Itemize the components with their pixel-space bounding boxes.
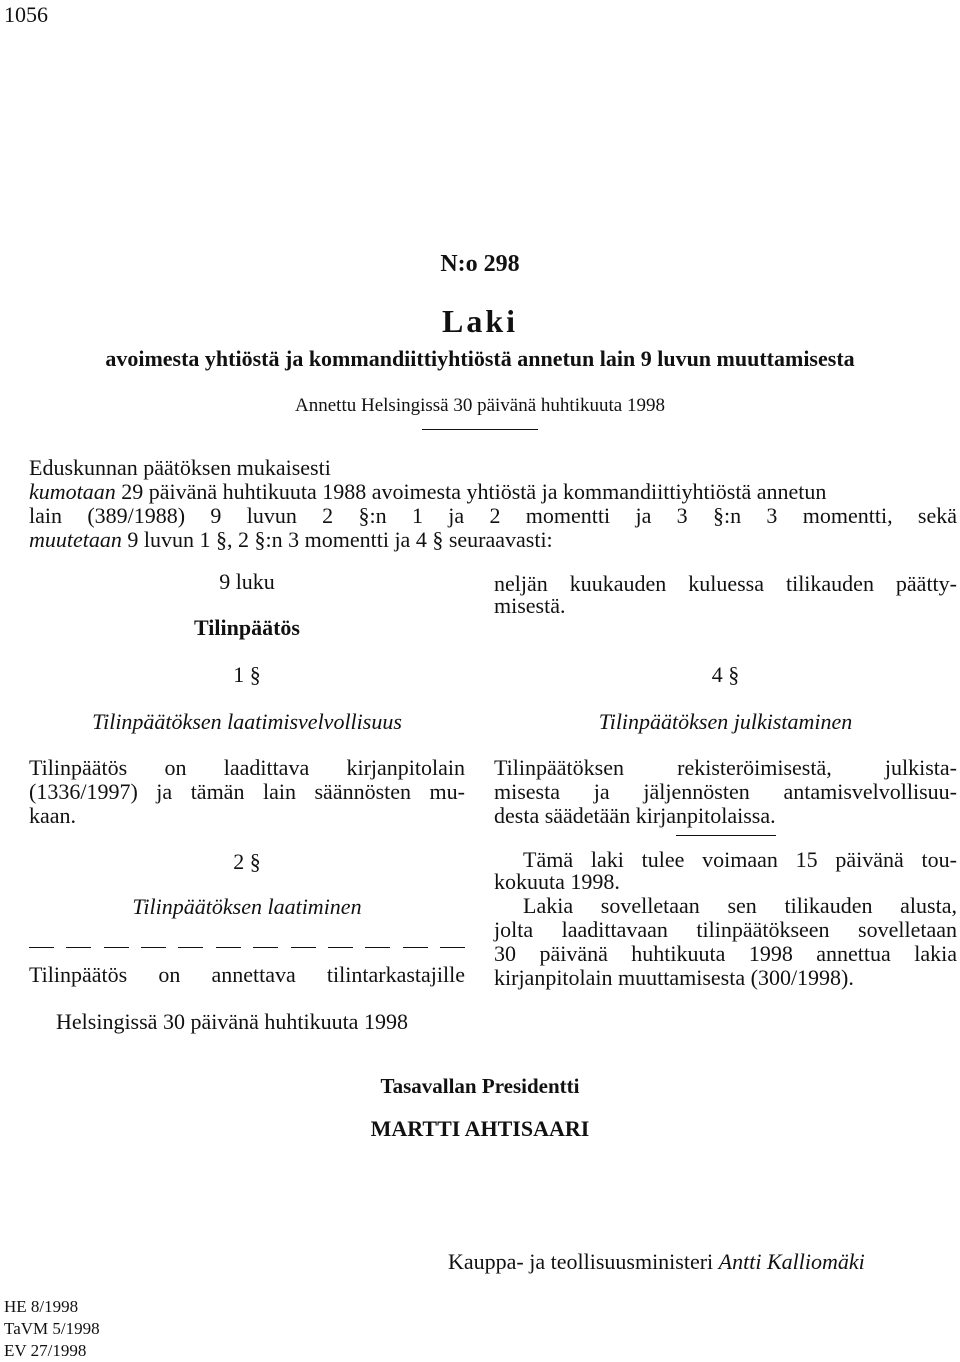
statute-number: N:o 298: [440, 251, 520, 277]
text-line: kaan.: [29, 803, 77, 828]
dash: [29, 947, 54, 959]
chapter-number: 9 luku: [219, 569, 275, 594]
entry-into-force: [494, 848, 957, 990]
section-2-heading: Tilinpäätöksen laatiminen: [132, 894, 362, 919]
preamble-line: [29, 528, 957, 552]
dash: [216, 947, 241, 959]
repeal-keyword: kumotaan: [29, 479, 116, 504]
header-divider: [422, 429, 538, 430]
text-line: misesta ja jäljennösten antamisvelvollisuu-: [494, 779, 957, 804]
text-line: misestä.: [494, 593, 566, 618]
continuation-text: [494, 572, 957, 618]
text-line: neljän kuukauden kuluessa tilikauden päätty-: [494, 571, 957, 596]
preamble-text: 29 päivänä huhtikuuta 1988 avoimesta yhtiöstä ja kommandiittiyhtiöstä annetun: [115, 479, 827, 504]
reference: HE 8/1998: [4, 1297, 79, 1316]
preamble-line: [29, 480, 957, 504]
dash: [440, 947, 465, 959]
legislative-references: [4, 1296, 100, 1362]
preamble-line: Eduskunnan päätöksen mukaisesti: [29, 455, 331, 480]
text-line: Lakia sovelletaan sen tilikauden alusta,: [523, 893, 957, 918]
dash: [403, 947, 428, 959]
text-line: (1336/1997) ja tämän lain säännösten mu-: [29, 779, 465, 804]
signatory-name: MARTTI AHTISAARI: [370, 1116, 590, 1141]
dash: [365, 947, 390, 959]
dash: [328, 947, 353, 959]
omission-dashes: [29, 935, 465, 959]
dash: [253, 947, 278, 959]
text-line: 30 päivänä huhtikuuta 1998 annettua lakia: [494, 941, 957, 966]
amend-keyword: muutetaan: [29, 527, 122, 552]
reference: EV 27/1998: [4, 1341, 87, 1360]
countersignature: [448, 1250, 865, 1274]
section-1-text: [29, 756, 465, 828]
text-line: desta säädetään kirjanpitolaissa.: [494, 803, 776, 828]
dash: [178, 947, 203, 959]
section-1-number: 1 §: [233, 662, 261, 687]
section-divider: [676, 835, 776, 836]
text-line: Tilinpäätöksen rekisteröimisestä, julkista-: [494, 755, 957, 780]
section-1-heading: Tilinpäätöksen laatimisvelvollisuus: [92, 709, 402, 734]
preamble-text: 9 luvun 1 §, 2 §:n 3 momentti ja 4 § seuraavasti:: [121, 527, 553, 552]
minister-role: Kauppa- ja teollisuusministeri: [448, 1249, 719, 1274]
preamble: [29, 456, 957, 552]
section-2-text: Tilinpäätös on annettava tilintarkastajille: [29, 962, 465, 987]
dash: [141, 947, 166, 959]
dash: [104, 947, 129, 959]
section-4-text: [494, 756, 957, 828]
section-4-heading: Tilinpäätöksen julkistaminen: [598, 709, 853, 734]
text-line: Tämä laki tulee voimaan 15 päivänä tou-: [523, 847, 957, 872]
text-line: kokuuta 1998.: [494, 869, 620, 894]
section-4-number: 4 §: [711, 662, 740, 687]
reference: TaVM 5/1998: [4, 1319, 100, 1338]
dash: [291, 947, 316, 959]
minister-name: Antti Kalliomäki: [718, 1249, 865, 1274]
section-2-number: 2 §: [233, 849, 261, 874]
law-title: avoimesta yhtiöstä ja kommandiittiyhtiöstä annetun lain 9 luvun muuttamisesta: [105, 346, 855, 371]
text-line: kirjanpitolain muuttamisesta (300/1998).: [494, 965, 854, 990]
page-number: 1056: [4, 2, 48, 27]
preamble-line: lain (389/1988) 9 luvun 2 §:n 1 ja 2 momentti ja 3 §:n 3 momentti, sekä: [29, 504, 957, 528]
place-and-date: Helsingissä 30 päivänä huhtikuuta 1998: [56, 1009, 408, 1034]
chapter-title: Tilinpäätös: [194, 615, 300, 640]
given-date: Annettu Helsingissä 30 päivänä huhtikuuta 1998: [295, 395, 665, 416]
document-type: Laki: [441, 303, 519, 339]
signatory-title: Tasavallan Presidentti: [380, 1074, 580, 1098]
dash: [66, 947, 91, 959]
text-line: Tilinpäätös on laadittava kirjanpitolain: [29, 755, 465, 780]
text-line: jolta laadittavaan tilinpäätökseen sovelletaan: [494, 917, 957, 942]
